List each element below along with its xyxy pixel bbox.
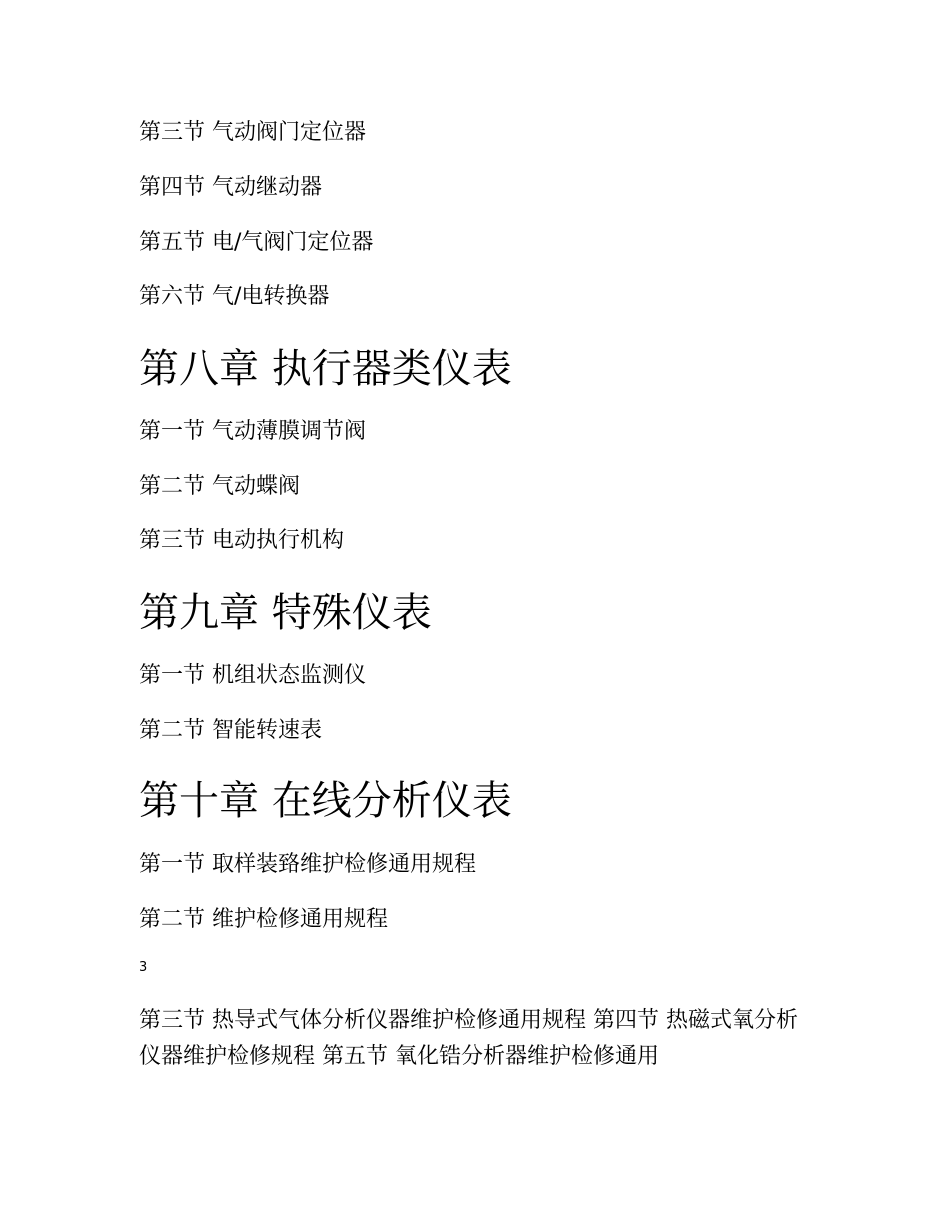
toc-continuation-paragraph: 第三节 热导式气体分析仪器维护检修通用规程 第四节 热磁式氧分析仪器维护检修规程 第五节 氧化锆分析器维护检修通用 [139,1008,798,1069]
chapter-heading: 第十章 在线分析仪表 [139,778,512,824]
toc-section-item: 第一节 机组状态监测仪 [139,663,366,688]
chapter-heading: 第九章 特殊仪表 [139,590,432,636]
toc-section-item: 第一节 取样装臵维护检修通用规程 [139,852,476,877]
toc-section-item: 第二节 智能转速表 [139,718,322,743]
toc-section-item: 第二节 气动蝶阀 [139,474,300,499]
toc-section-item: 第四节 气动继动器 [139,175,322,200]
toc-section-item: 第六节 气/电转换器 [139,284,330,309]
toc-section-item: 第二节 维护检修通用规程 [139,907,388,932]
toc-section-item: 第三节 电动执行机构 [139,528,344,553]
toc-section-item: 第一节 气动薄膜调节阀 [139,419,366,444]
toc-section-item: 第三节 气动阀门定位器 [139,120,366,145]
page-number: 3 [139,960,148,975]
toc-section-item: 第五节 电/气阀门定位器 [139,230,374,255]
chapter-heading: 第八章 执行器类仪表 [139,346,512,392]
